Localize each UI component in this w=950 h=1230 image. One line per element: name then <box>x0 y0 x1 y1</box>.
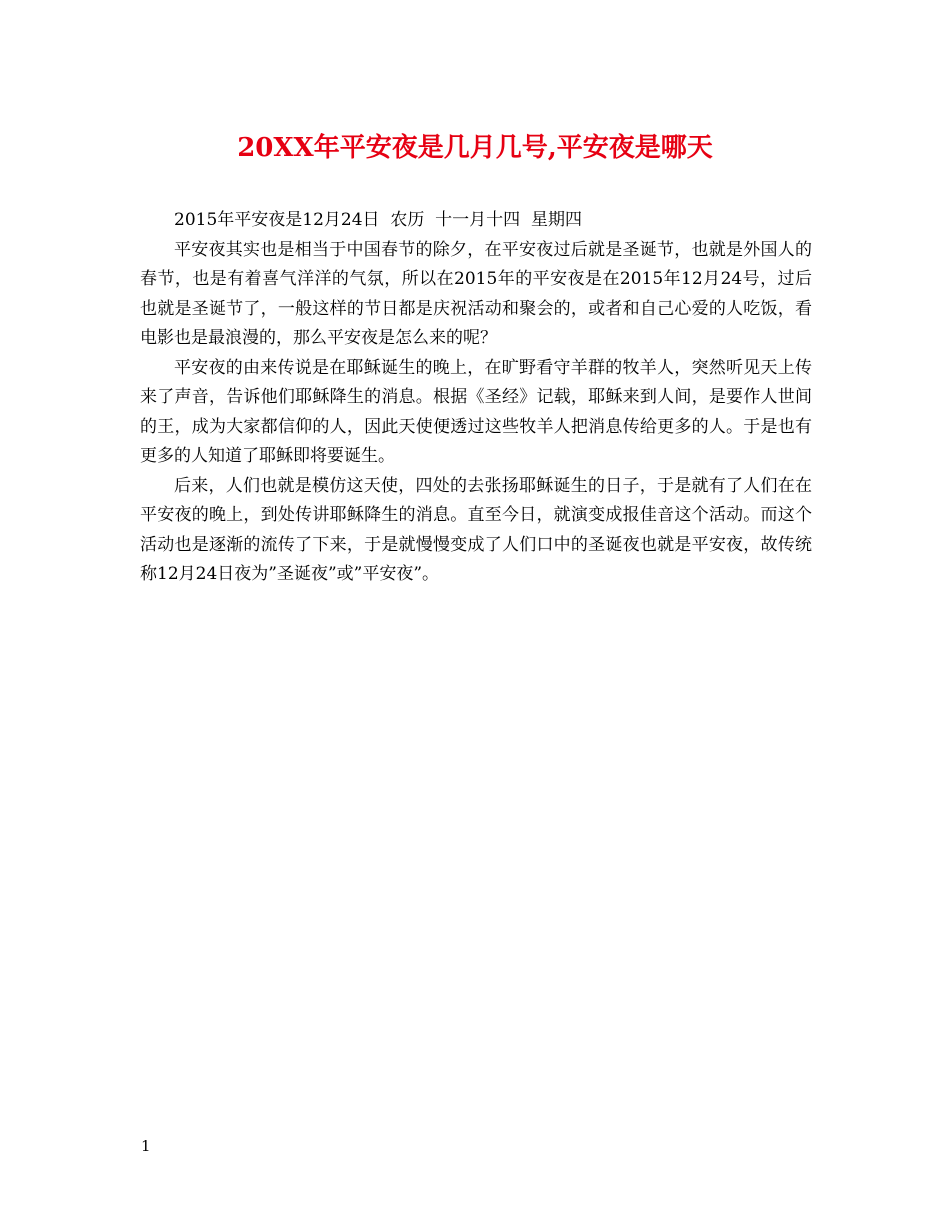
page-number: 1 <box>141 1137 151 1155</box>
paragraph-tradition: 后来，人们也就是模仿这天使，四处的去张扬耶稣诞生的日子，于是就有了人们在在平安夜的晚上，到处传讲耶稣降生的消息。直至今日，就演变成报佳音这个活动。而这个活动也是逐渐的流传了下来，于是就慢慢变成了人们口中的圣诞夜也就是平安夜，故传统称12月24日夜为”圣诞夜”或”平安夜”。 <box>140 475 812 584</box>
document-body <box>140 206 812 590</box>
paragraph-origin: 平安夜的由来传说是在耶稣诞生的晚上，在旷野看守羊群的牧羊人，突然听见天上传来了声音，告诉他们耶稣降生的消息。根据《圣经》记载，耶稣来到人间，是要作人世间的王，成为大家都信仰的人，因此天使便透过这些牧羊人把消息传给更多的人。于是也有更多的人知道了耶稣即将要诞生。 <box>140 357 812 466</box>
document-title: 20XX年平安夜是几月几号,平安夜是哪天 <box>237 133 713 163</box>
date-line: 2015年平安夜是12月24日 农历 十一月十四 星期四 <box>174 210 582 230</box>
paragraph-intro: 平安夜其实也是相当于中国春节的除夕，在平安夜过后就是圣诞节，也就是外国人的春节，也是有着喜气洋洋的气氛，所以在2015年的平安夜是在2015年12月24号，过后也就是圣诞节了，一般这样的节日都是庆祝活动和聚会的，或者和自己心爱的人吃饭，看电影也是最浪漫的，那么平安夜是怎么来的呢？ <box>140 239 812 348</box>
